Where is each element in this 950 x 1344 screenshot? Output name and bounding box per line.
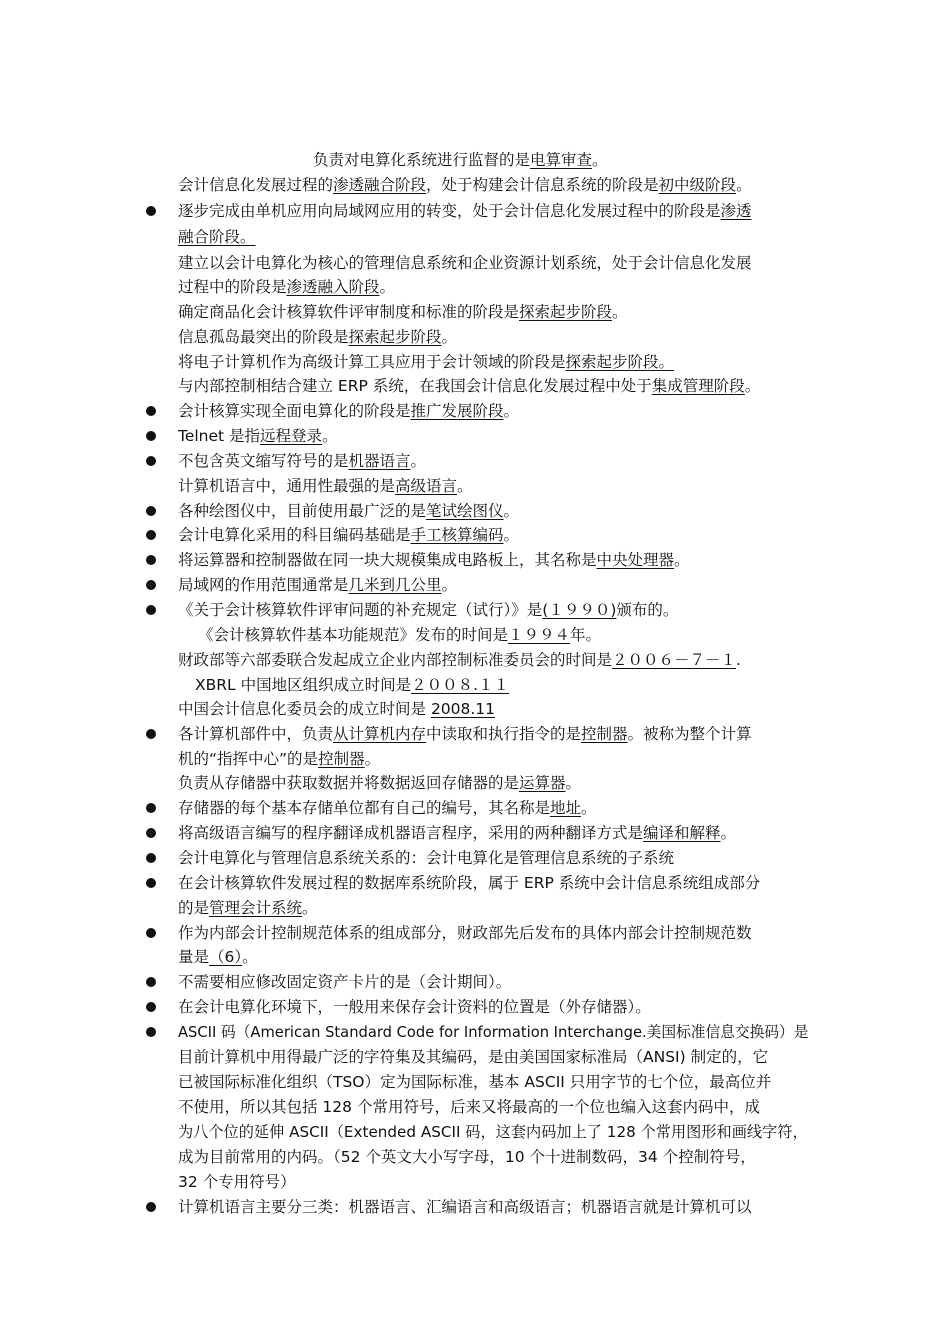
text-segment: 中国会计信息化委员会的成立时间是 (178, 700, 431, 718)
text-segment: 作为内部会计控制规范体系的组成部分，财政部先后发布的具体内部会计控制规范数 (178, 924, 752, 942)
text-segment: 在会计核算软件发展过程的数据库系统阶段，属于 ERP 系统中会计信息系统组成部分 (178, 874, 761, 892)
bullet-icon (146, 803, 156, 813)
text-line (178, 1195, 752, 1219)
underlined-answer: 集成管理阶段 (651, 377, 745, 395)
text-segment: 会计电算化与管理信息系统关系的：会计电算化是管理信息系统的子系统 (178, 849, 675, 867)
underlined-answer: 探索起步阶段 (519, 303, 613, 321)
text-segment: 。 (503, 526, 520, 544)
underlined-answer: (１９９０) (542, 601, 617, 619)
bullet-icon (146, 853, 156, 863)
text-line (178, 225, 256, 249)
text-line (195, 673, 509, 697)
text-segment: 已被国际标准化组织（TSO）定为国际标准，基本 ASCII 只用字节的七个位，最高位并 (178, 1073, 772, 1091)
bullet-icon (146, 828, 156, 838)
bullet-icon (146, 605, 156, 615)
underlined-answer: 电算审查 (530, 151, 593, 169)
text-line (178, 747, 380, 771)
underlined-answer: 推广发展阶段 (410, 402, 504, 420)
text-segment: 颁布的。 (616, 601, 679, 619)
underlined-answer: ２００６－７－１ (612, 651, 737, 669)
underlined-answer: 探索起步阶段 (348, 328, 442, 346)
text-segment: 。 (592, 151, 608, 169)
underlined-answer: 机器语言 (348, 452, 411, 470)
text-segment: 。 (612, 303, 628, 321)
text-segment: 不使用，所以其包括 128 个常用符号，后来又将最高的一个位也编入这套内码中，成 (178, 1098, 760, 1116)
text-segment: 。 (581, 799, 597, 817)
text-line (198, 623, 601, 647)
text-segment: 机的“指挥中心”的是 (178, 750, 319, 768)
underlined-answer: 控制器 (318, 750, 365, 768)
underlined-answer: 几米到几公里 (348, 576, 442, 594)
text-segment: 32 个专用符号） (178, 1173, 296, 1191)
text-segment: 。 (302, 899, 318, 917)
text-line (178, 374, 760, 398)
underlined-answer: 渗透融入阶段 (286, 278, 380, 296)
text-line (178, 300, 628, 324)
underlined-answer: 初中级阶段 (658, 176, 737, 194)
text-line (178, 722, 752, 746)
text-line (178, 173, 752, 197)
underlined-answer: 控制器 (581, 725, 628, 743)
text-segment: 将运算器和控制器做在同一块大规模集成电路板上，其名称是 (178, 551, 597, 569)
text-segment: 不包含英文缩写符号的是 (178, 452, 349, 470)
text-line (178, 697, 495, 721)
text-segment: 《关于会计核算软件评审问题的补充规定（试行）》是 (178, 601, 543, 619)
text-line (178, 871, 760, 895)
text-line (178, 275, 395, 299)
text-line (178, 970, 511, 994)
text-segment: 与内部控制相结合建立 ERP 系统，在我国会计信息化发展过程中处于 (178, 377, 652, 395)
text-segment: 存储器的每个基本存储单位都有自己的编号，其名称是 (178, 799, 551, 817)
text-segment: 计算机语言主要分三类：机器语言、汇编语言和高级语言；机器语言就是计算机可以 (178, 1198, 752, 1216)
text-segment: 为八个位的延伸 ASCII（Extended ASCII 码，这套内码加上了 128 个常用图形和画线字符， (178, 1123, 808, 1141)
text-line (178, 474, 473, 498)
bullet-icon (146, 431, 156, 441)
text-line (178, 399, 519, 423)
text-segment: 。 (503, 402, 520, 420)
text-segment: 。 (364, 750, 381, 768)
bullet-icon (146, 555, 156, 565)
text-line (178, 921, 752, 945)
underlined-answer: 融合阶段。 (178, 228, 256, 246)
text-segment: 将高级语言编写的程序翻译成机器语言程序，采用的两种翻译方式是 (178, 824, 644, 842)
text-segment: ，处于构建会计信息系统的阶段是 (426, 176, 659, 194)
underlined-answer: 地址 (550, 799, 582, 817)
text-segment: 计算机语言中，通用性最强的是 (178, 477, 396, 495)
underlined-answer: 高级语言 (395, 477, 458, 495)
underlined-answer: 探索起步阶段。 (565, 353, 675, 371)
text-segment: 中读取和执行指令的是 (426, 725, 582, 743)
text-segment: 《会计核算软件基本功能规范》发布的时间是 (198, 626, 509, 644)
bullet-icon (146, 530, 156, 540)
text-segment: 各计算机部件中，负责 (178, 725, 334, 743)
text-segment: 建立以会计电算化为核心的管理信息系统和企业资源计划系统，处于会计信息化发展 (178, 254, 752, 272)
text-line (178, 1070, 771, 1094)
text-segment: 量是 (178, 948, 210, 966)
bullet-icon (146, 1027, 156, 1037)
text-segment: 不需要相应修改固定资产卡片的是（会计期间）。 (178, 973, 512, 991)
text-line (178, 499, 519, 523)
underlined-answer: 编译和解释 (643, 824, 721, 842)
bullet-icon (146, 977, 156, 987)
text-line (178, 821, 736, 845)
text-segment: 各种绘图仪中，目前使用最广泛的是 (178, 502, 427, 520)
underlined-answer: （6） (209, 948, 243, 966)
underlined-answer: 管理会计系统 (209, 899, 303, 917)
bullet-icon (146, 1002, 156, 1012)
text-line (178, 573, 457, 597)
text-segment: 。 (744, 377, 761, 395)
text-segment: . (736, 651, 741, 669)
text-segment: 。 (322, 427, 338, 445)
underlined-answer: 笔试绘图仪 (426, 502, 504, 520)
underlined-answer: 从计算机内存 (333, 725, 427, 743)
text-line (178, 1170, 296, 1194)
text-segment: 。 (457, 477, 473, 495)
text-line (178, 1095, 760, 1119)
text-line (178, 771, 581, 795)
text-segment: 。 (379, 278, 396, 296)
bullet-icon (146, 928, 156, 938)
text-line (178, 199, 752, 223)
text-line (178, 325, 457, 349)
underlined-answer: 远程登录 (260, 427, 323, 445)
underlined-answer: 渗透 (720, 202, 752, 220)
text-segment: 。 (736, 176, 752, 194)
text-line (178, 523, 519, 547)
text-segment: 。 (674, 551, 690, 569)
bullet-icon (146, 1202, 156, 1212)
text-segment: 过程中的阶段是 (178, 278, 287, 296)
text-line (313, 148, 608, 172)
text-segment: 。 (565, 774, 582, 792)
text-segment: 会计电算化采用的科目编码基础是 (178, 526, 411, 544)
bullet-icon (146, 406, 156, 416)
text-line (178, 1145, 756, 1169)
bullet-icon (146, 580, 156, 590)
text-segment: 将电子计算机作为高级计算工具应用于会计领域的阶段是 (178, 353, 566, 371)
text-segment: ASCII 码（American Standard Code for Information Interchange.美国标准信息交换码）是 (178, 1023, 809, 1041)
text-segment: 在会计电算化环境下，一般用来保存会计资料的位置是（外存储器）。 (178, 998, 651, 1016)
underlined-answer: 2008.11 (430, 700, 496, 718)
text-segment: Telnet 是指 (178, 427, 261, 445)
text-line (178, 846, 674, 870)
text-segment: 局域网的作用范围通常是 (178, 576, 349, 594)
text-segment: XBRL 中国地区组织成立时间是 (195, 676, 412, 694)
text-segment: 。 (441, 576, 458, 594)
text-segment: 。 (720, 824, 737, 842)
text-segment: 。被称为整个计算 (627, 725, 752, 743)
text-line (178, 424, 338, 448)
underlined-answer: 手工核算编码 (410, 526, 504, 544)
text-line (178, 1020, 808, 1044)
text-segment: 成为目前常用的内码。（52 个英文大小写字母，10 个十进制数码，34 个控制符号， (178, 1148, 756, 1166)
bullet-icon (146, 456, 156, 466)
underlined-answer: 渗透融合阶段 (333, 176, 427, 194)
underlined-answer: １９９４ (508, 626, 571, 644)
text-segment: 财政部等六部委联合发起成立企业内部控制标准委员会的时间是 (178, 651, 613, 669)
underlined-answer: ２００８.１１ (411, 676, 510, 694)
text-segment: 负责对电算化系统进行监督的是 (313, 151, 531, 169)
text-line (178, 648, 741, 672)
text-line (178, 598, 678, 622)
text-segment: 会计核算实现全面电算化的阶段是 (178, 402, 411, 420)
text-line (178, 896, 318, 920)
text-segment: 。 (503, 502, 520, 520)
text-segment: 会计信息化发展过程的 (178, 176, 334, 194)
text-line (178, 1120, 808, 1144)
text-line (178, 995, 651, 1019)
text-segment: 。 (410, 452, 427, 470)
bullet-icon (146, 206, 156, 216)
text-line (178, 796, 597, 820)
text-line (178, 350, 674, 374)
text-segment: 。 (441, 328, 458, 346)
text-segment: 负责从存储器中获取数据并将数据返回存储器的是 (178, 774, 520, 792)
bullet-icon (146, 729, 156, 739)
text-segment: 信息孤岛最突出的阶段是 (178, 328, 349, 346)
text-line (178, 449, 426, 473)
text-segment: 目前计算机中用得最广泛的字符集及其编码，是由美国国家标准局（ANSI) 制定的，它 (178, 1048, 769, 1066)
text-line (178, 945, 258, 969)
text-segment: 的是 (178, 899, 210, 917)
text-segment: 确定商品化会计核算软件评审制度和标准的阶段是 (178, 303, 520, 321)
text-line (178, 251, 752, 275)
underlined-answer: 运算器 (519, 774, 566, 792)
text-segment: 逐步完成由单机应用向局域网应用的转变，处于会计信息化发展过程中的阶段是 (178, 202, 721, 220)
text-segment: 年。 (570, 626, 602, 644)
text-line (178, 548, 690, 572)
text-segment: 。 (242, 948, 258, 966)
underlined-answer: 中央处理器 (596, 551, 675, 569)
bullet-icon (146, 878, 156, 888)
text-line (178, 1045, 768, 1069)
bullet-icon (146, 506, 156, 516)
